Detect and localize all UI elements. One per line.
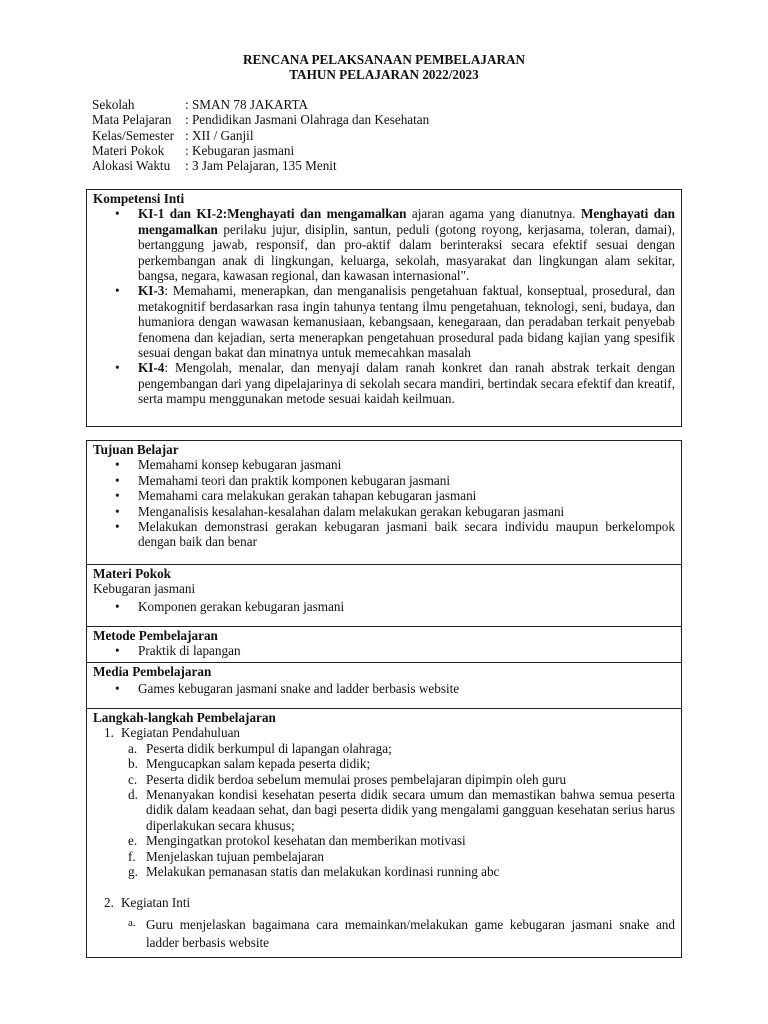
section-subtitle: Kebugaran jasmani [93, 581, 196, 597]
ki3-bold: KI-3 [138, 283, 165, 299]
inti-list [93, 916, 675, 952]
tujuan-belajar-section [87, 441, 681, 565]
langkah-pembelajaran-section [87, 709, 681, 954]
media-list [93, 681, 675, 696]
ki12-text-2: perilaku jujur, disiplin, santun, peduli (gotong royong, kerjasama, toleran, damai), bertanggung jawab, responsif, dan pro-aktif dalam berinteraksi secara efektif sesuai dengan perkembangan anak di lingkungan, keluarga, sekolah, masyarakat dan lingkungan alam sekitar, bangsa, negara, kawasan regional, dan kawasan internasional". [138, 221, 675, 284]
step-inti [93, 895, 675, 910]
info-value: : Pendidikan Jasmani Olahraga dan Kesehatan [185, 112, 430, 128]
info-key: Alokasi Waktu [92, 158, 171, 174]
section-title: Kompetensi Inti [93, 191, 185, 206]
kompetensi-inti-box [86, 189, 682, 427]
tujuan-list [93, 457, 675, 549]
info-value: : 3 Jam Pelajaran, 135 Menit [185, 158, 337, 174]
metode-pembelajaran-section [87, 627, 681, 663]
info-value: : Kebugaran jasmani [185, 142, 295, 158]
list-item: • Memahami cara melakukan gerakan tahapan kebugaran jasmani [93, 488, 675, 503]
info-key: Mata Pelajaran [92, 112, 172, 128]
list-item: • Komponen gerakan kebugaran jasmani [93, 599, 675, 614]
list-item: d. Menanyakan kondisi kesehatan peserta didik secara umum dan memastikan bahwa semua peserta didik dalam keadaan sehat, dan bagi peserta didik yang mengalami gangguan kesehatan serius harus diperlakukan secara khusus; [128, 787, 675, 833]
document-title: RENCANA PELAKSANAAN PEMBELAJARAN [242, 52, 526, 67]
info-value: : SMAN 78 JAKARTA [185, 97, 309, 112]
list-item: a. Guru menjelaskan bagaimana cara memainkan/melakukan game kebugaran jasmani snake and ladder berbasis website [128, 916, 675, 950]
list-item: f. Menjelaskan tujuan pembelajaran [128, 848, 324, 864]
ki4-bold: KI-4 [138, 360, 165, 376]
list-item: • Memahami konsep kebugaran jasmani [93, 457, 675, 472]
list-item: • Praktik di lapangan [93, 643, 675, 658]
pendahuluan-list [93, 741, 675, 880]
kompetensi-inti-section [87, 190, 681, 409]
info-key: Kelas/Semester [92, 127, 175, 143]
info-value: : XII / Ganjil [185, 127, 254, 143]
metode-list [93, 643, 675, 658]
ki3-text: : Memahami, menerapkan, dan menganalisis pengetahuan faktual, konseptual, prosedural, dan metakognitif berdasarkan rasa ingin tahunya tentang ilmu pengetahuan, teknologi, seni, budaya, dan humaniora dengan wawasan kemanusiaan, kebangsaan, kenegaraan, dan peradaban terkait penyebab fenomena dan kejadian, serta menerapkan pengetahuan prosedural pada bidang kajian yang spesifik sesuai dengan bakat dan minatnya untuk memecahkan masalah [138, 283, 675, 361]
ki12-bold-1: KI-1 dan KI-2:Menghayati dan mengamalkan [138, 206, 407, 222]
ki12-bold-2: Menghayati dan mengamalkan [138, 206, 675, 237]
step-pendahuluan [93, 725, 675, 740]
list-item-ki12 [93, 206, 675, 283]
list-item: • Melakukan demonstrasi gerakan kebugaran jasmani baik secara individu maupun berkelompok dengan baik dan benar [93, 519, 675, 550]
info-block [92, 97, 429, 173]
ki4-text: : Mengolah, menalar, dan menyaji dalam ranah konkret dan ranah abstrak terkait dengan pengembangan dari yang dipelajarinya di sekolah secara mandiri, bertindak secara efektif dan kreatif, serta mampu menggunakan metode sesuai kaidah keilmuan. [138, 360, 675, 407]
section-title: Tujuan Belajar [93, 442, 179, 457]
info-row-materi-pokok [92, 143, 429, 158]
section-title: Langkah-langkah Pembelajaran [93, 710, 276, 725]
rpp-details-box [86, 440, 682, 958]
info-row-sekolah [92, 97, 429, 112]
list-item: c. Peserta didik berdoa sebelum memulai proses pembelajaran dipimpin oleh guru [128, 771, 567, 787]
list-item-ki4 [93, 360, 675, 406]
list-item: a. Peserta didik berkumpul di lapangan olahraga; [128, 740, 392, 756]
document-subtitle: TAHUN PELAJARAN 2022/2023 [289, 67, 479, 82]
info-row-alokasi-waktu [92, 158, 429, 173]
step-title: Kegiatan Pendahuluan [121, 725, 241, 741]
info-key: Sekolah [92, 97, 135, 112]
step-title: Kegiatan Inti [121, 895, 191, 911]
list-item: b. Mengucapkan salam kepada peserta didik; [128, 756, 371, 772]
list-item: • Memahami teori dan praktik komponen kebugaran jasmani [93, 473, 675, 488]
info-key: Materi Pokok [92, 142, 165, 158]
info-row-mata-pelajaran [92, 112, 429, 127]
list-item-ki3 [93, 283, 675, 360]
kompetensi-list [93, 206, 675, 406]
section-title: Metode Pembelajaran [93, 628, 218, 643]
list-item: e. Mengingatkan protokol kesehatan dan memberikan motivasi [128, 833, 466, 849]
materi-list [93, 599, 675, 614]
section-title: Materi Pokok [93, 566, 172, 581]
step-marker: 1. [104, 725, 114, 741]
info-row-kelas-semester [92, 128, 429, 143]
ki12-text-1: ajaran agama yang dianutnya. [406, 206, 581, 222]
list-item: • Menganalisis kesalahan-kesalahan dalam melakukan gerakan kebugaran jasmani [93, 504, 675, 519]
section-title: Media Pembelajaran [93, 664, 212, 679]
materi-pokok-section [87, 565, 681, 627]
list-item: g. Melakukan pemanasan statis dan melakukan kordinasi running abc [128, 864, 500, 880]
media-pembelajaran-section [87, 663, 681, 709]
list-item: • Games kebugaran jasmani snake and ladder berbasis website [93, 681, 675, 696]
step-marker: 2. [104, 895, 114, 911]
